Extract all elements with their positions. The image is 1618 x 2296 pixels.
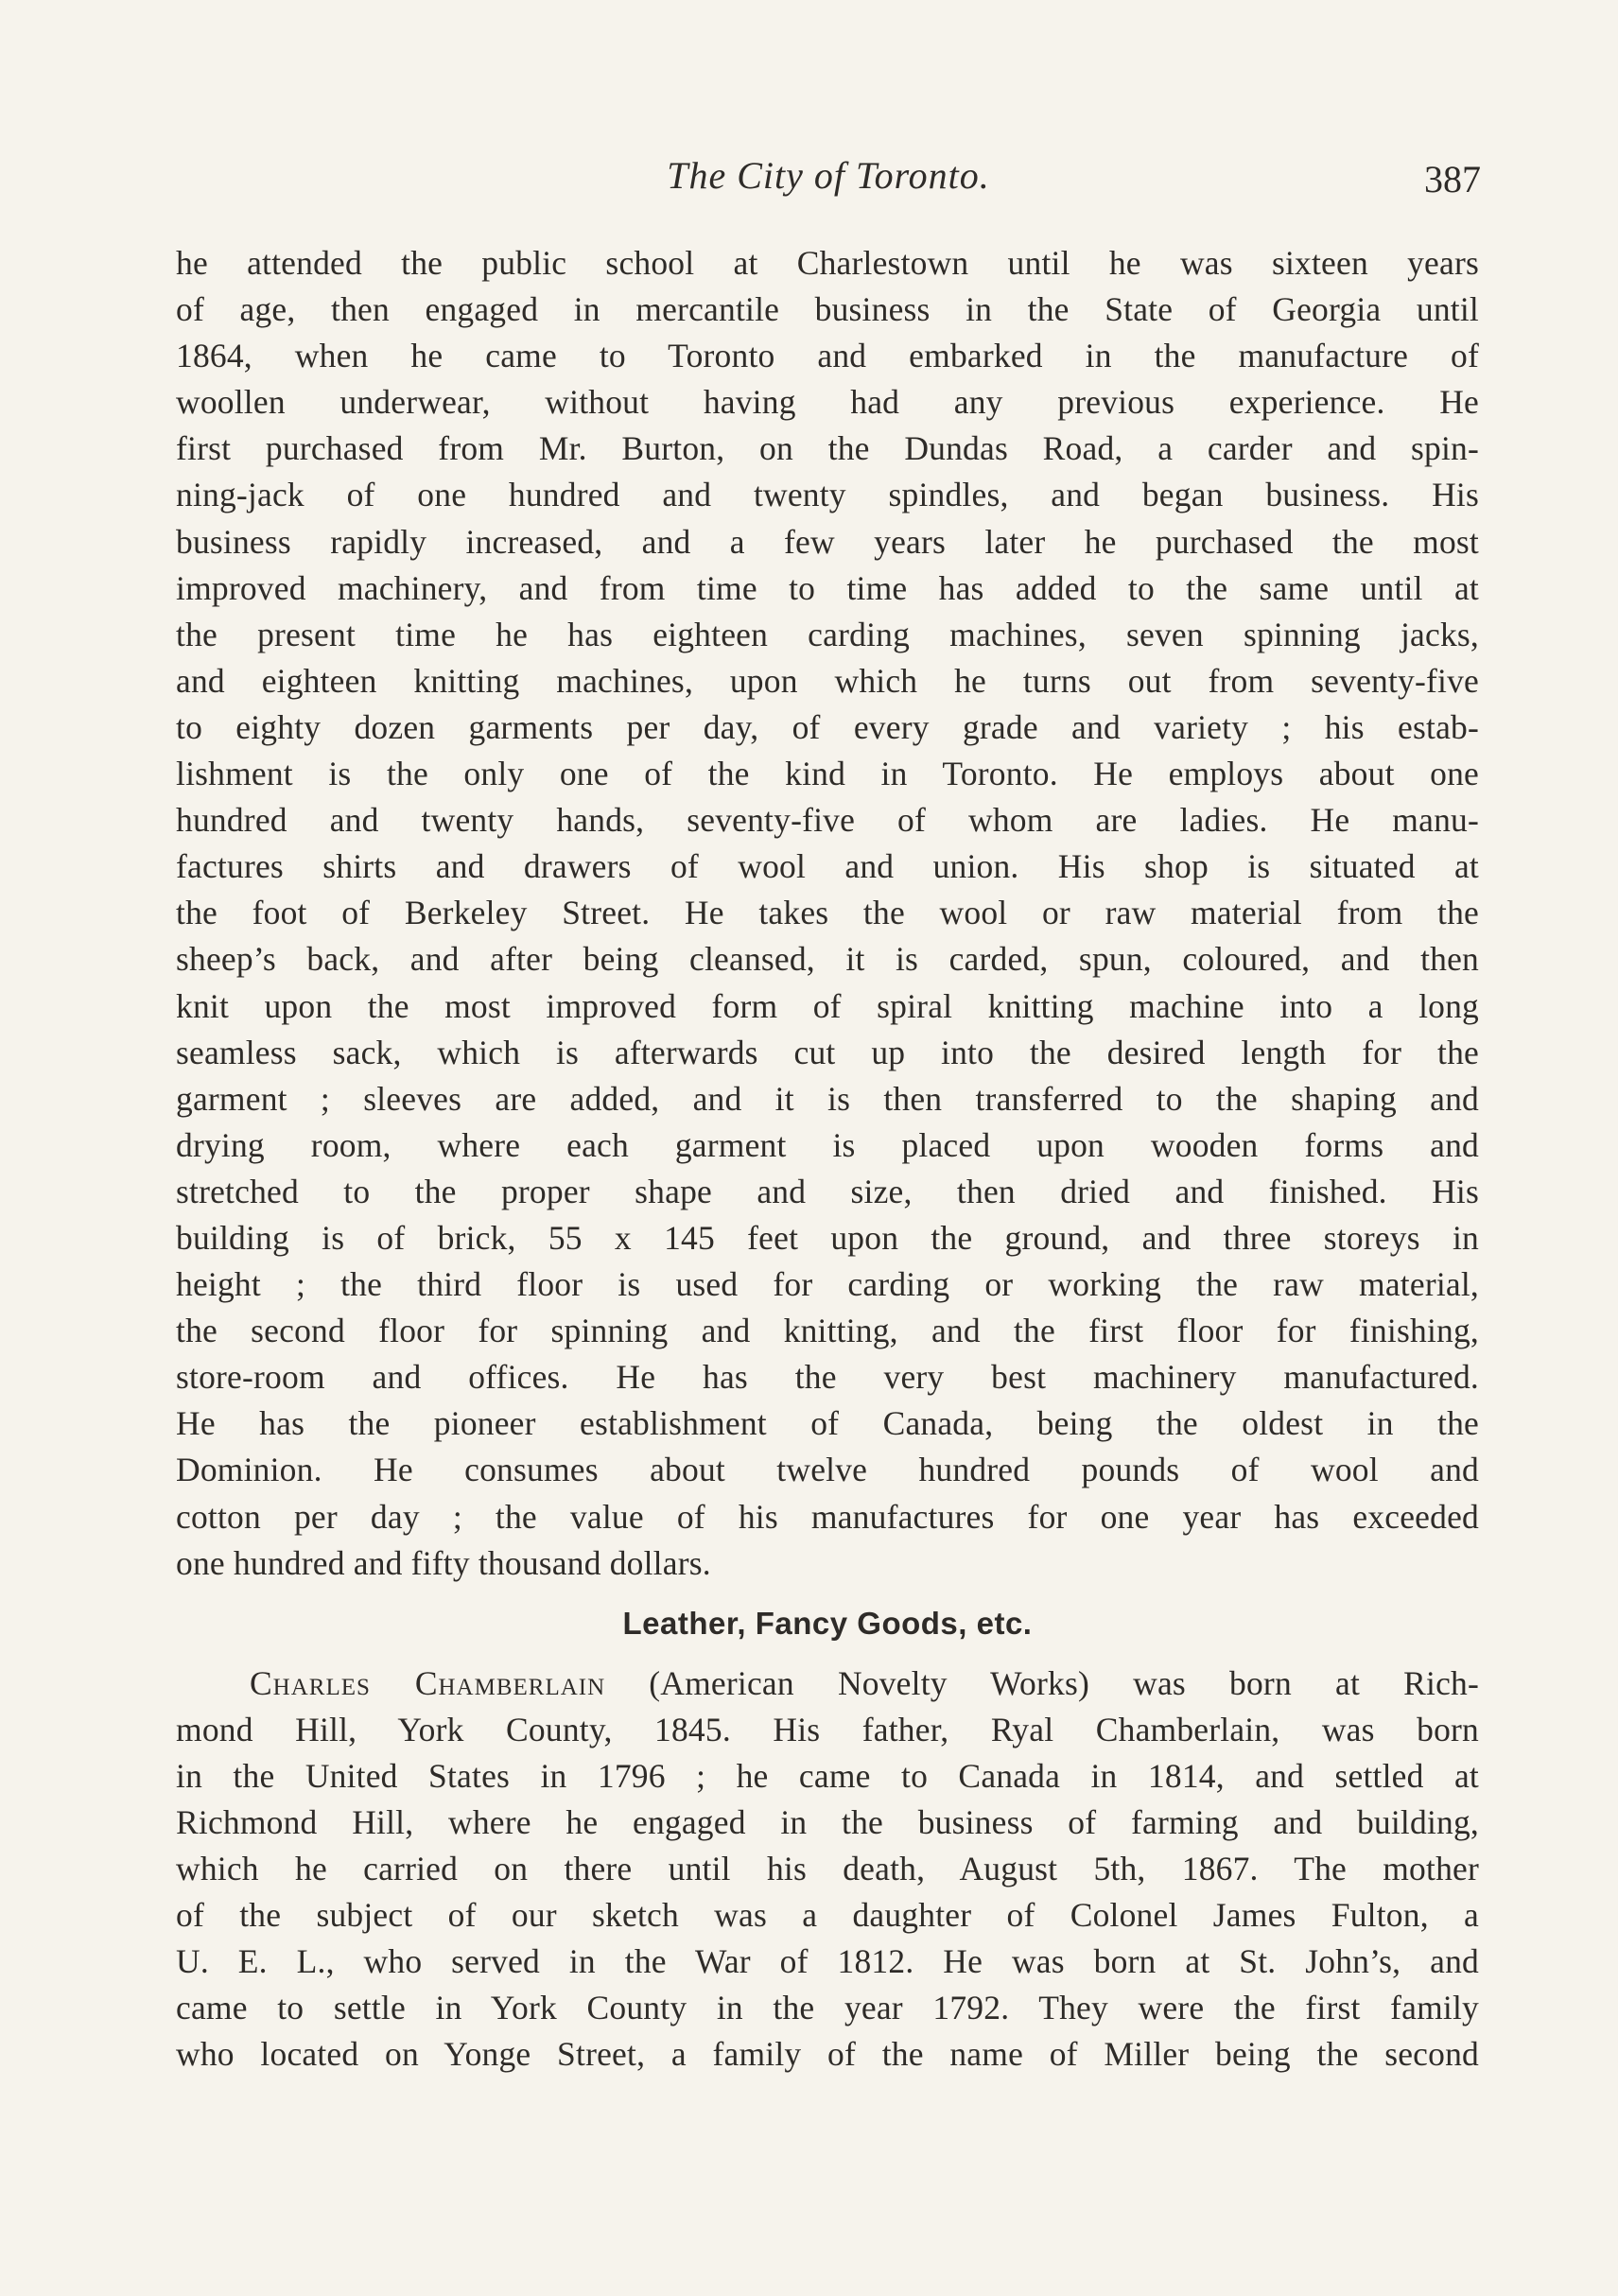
text-line: business rapidly increased, and a few years later he purchased the most bbox=[176, 522, 1479, 561]
page-number: 387 bbox=[1424, 158, 1481, 200]
text-line: ning-jack of one hundred and twenty spindles, and began business. His bbox=[176, 476, 1479, 514]
page-body bbox=[176, 240, 1479, 2079]
person-name: Charles Chamberlain bbox=[250, 1663, 606, 1702]
text-line: and eighteen knitting machines, upon which he turns out from seventy-five bbox=[176, 661, 1479, 700]
text-line: he attended the public school at Charlestown until he was sixteen years bbox=[176, 244, 1479, 282]
text-line: sheep’s back, and after being cleansed, it is carded, spun, coloured, and then bbox=[176, 940, 1479, 979]
text-line: garment ; sleeves are added, and it is then transferred to the shaping and bbox=[176, 1079, 1479, 1118]
text-line: Dominion. He consumes about twelve hundred pounds of wool and bbox=[176, 1451, 1479, 1489]
running-header bbox=[176, 149, 1481, 206]
text-line: came to settle in York County in the year 1792. They were the first family bbox=[176, 1989, 1479, 2027]
running-title: The City of Toronto. bbox=[667, 154, 990, 197]
paragraph-chamberlain bbox=[176, 1661, 1479, 2079]
text-line: lishment is the only one of the kind in Toronto. He employs about one bbox=[176, 755, 1479, 793]
text-line: mond Hill, York County, 1845. His father, Ryal Chamberlain, was born bbox=[176, 1710, 1479, 1748]
text-line: building is of brick, 55 x 145 feet upon the ground, and three storeys in bbox=[176, 1218, 1479, 1257]
text-line: knit upon the most improved form of spiral knitting machine into a long bbox=[176, 986, 1479, 1025]
text-line: height ; the third floor is used for carding or working the raw material, bbox=[176, 1265, 1479, 1304]
text-line: the foot of Berkeley Street. He takes the wool or raw material from the bbox=[176, 894, 1479, 932]
paragraph-woollen-mill bbox=[176, 240, 1479, 1587]
text-line: of the subject of our sketch was a daughter of Colonel James Fulton, a bbox=[176, 1896, 1479, 1935]
text-line: store-room and offices. He has the very best machinery manufactured. bbox=[176, 1358, 1479, 1397]
text-line-first bbox=[176, 1661, 1479, 1707]
text-line: who located on Yonge Street, a family of the name of Miller being the second bbox=[176, 2035, 1479, 2074]
text-line: 1864, when he came to Toronto and embarked in the manufacture of bbox=[176, 337, 1479, 375]
text-line: the second floor for spinning and knitting, and the first floor for finishing, bbox=[176, 1312, 1479, 1350]
text-line: which he carried on there until his death, August 5th, 1867. The mother bbox=[176, 1850, 1479, 1888]
text-line: He has the pioneer establishment of Canada, being the oldest in the bbox=[176, 1404, 1479, 1443]
text-line: the present time he has eighteen carding machines, seven spinning jacks, bbox=[176, 615, 1479, 653]
text-line: one hundred and fifty thousand dollars. bbox=[176, 1543, 711, 1582]
text-line: first purchased from Mr. Burton, on the Dundas Road, a carder and spin- bbox=[176, 429, 1479, 468]
text-line: U. E. L., who served in the War of 1812. He was born at St. John’s, and bbox=[176, 1942, 1479, 1981]
first-line-text: (American Novelty Works) was born at Rich- bbox=[605, 1663, 1479, 1702]
text-line: to eighty dozen garments per day, of every grade and variety ; his estab- bbox=[176, 707, 1479, 746]
text-line: in the United States in 1796 ; he came to Canada in 1814, and settled at bbox=[176, 1756, 1479, 1795]
text-line: drying room, where each garment is placed upon wooden forms and bbox=[176, 1125, 1479, 1164]
text-line: of age, then engaged in mercantile business in the State of Georgia until bbox=[176, 290, 1479, 329]
text-line: seamless sack, which is afterwards cut up into the desired length for the bbox=[176, 1033, 1479, 1071]
text-line: improved machinery, and from time to time has added to the same until at bbox=[176, 568, 1479, 607]
section-heading: Leather, Fancy Goods, etc. bbox=[622, 1605, 1033, 1641]
text-line: cotton per day ; the value of his manufactures for one year has exceeded bbox=[176, 1497, 1479, 1536]
text-line: Richmond Hill, where he engaged in the business of farming and building, bbox=[176, 1803, 1479, 1841]
text-line: woollen underwear, without having had any previous experience. He bbox=[176, 383, 1479, 422]
text-line: stretched to the proper shape and size, then dried and finished. His bbox=[176, 1172, 1479, 1210]
text-line: hundred and twenty hands, seventy-five of whom are ladies. He manu- bbox=[176, 801, 1479, 840]
text-line: factures shirts and drawers of wool and union. His shop is situated at bbox=[176, 847, 1479, 886]
